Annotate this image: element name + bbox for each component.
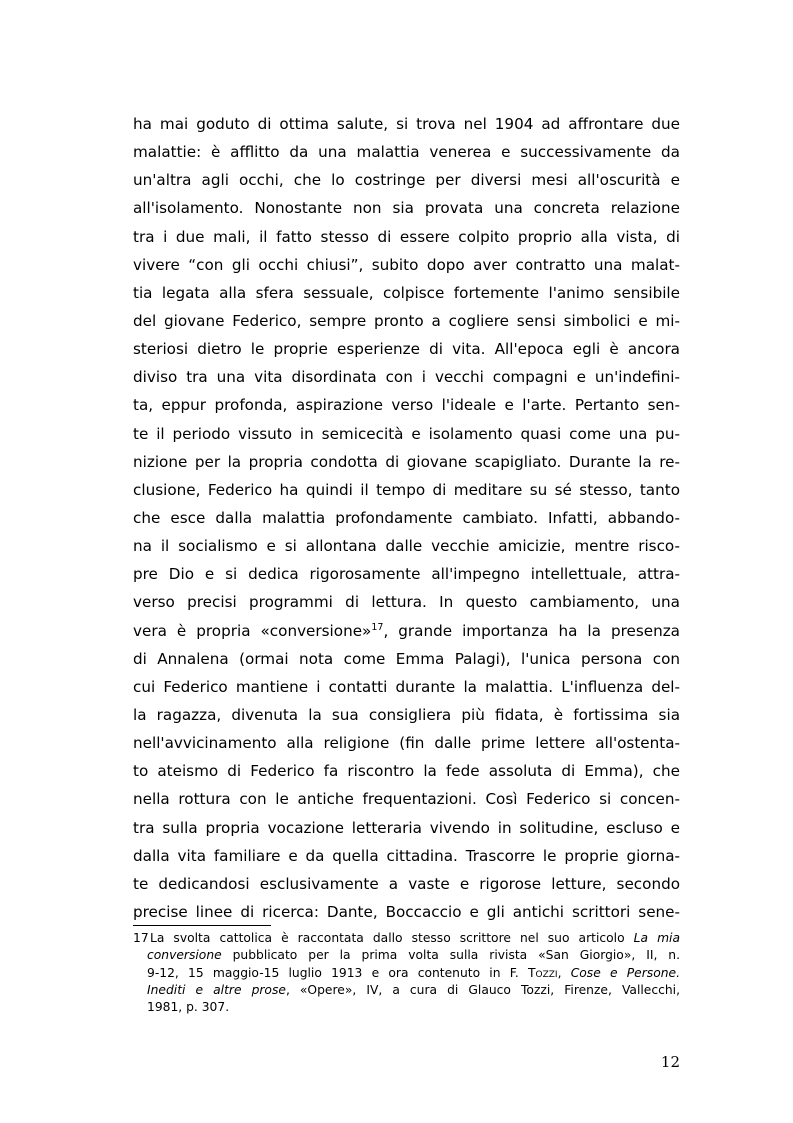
- ref-line-after: , grande importanza ha la presenza: [383, 621, 680, 640]
- text-line: steriosi dietro le proprie esperienze di vita. All'epoca egli è ancora: [133, 340, 680, 359]
- footnote-line: [133, 965, 680, 982]
- footnote-book-italic: Inediti e altre prose: [147, 982, 286, 997]
- footnote-text: La svolta cattolica è raccontata dallo stesso scrittore nel suo articolo: [150, 931, 634, 945]
- ref-line-before: vera è propria «conversione»: [133, 621, 372, 640]
- footnote-author: Tozzi: [527, 965, 558, 980]
- text-line: te dedicandosi esclusivamente a vaste e rigorose letture, secondo: [133, 874, 680, 893]
- text-line: clusione, Federico ha quindi il tempo di meditare su sé stesso, tanto: [133, 480, 680, 499]
- text-line: ha mai goduto di ottima salute, si trova nel 1904 ad affrontare due: [133, 115, 680, 133]
- text-line: verso precisi programmi di lettura. In questo cambiamento, una: [133, 593, 680, 612]
- text-line: ta, eppur profonda, aspirazione verso l'ideale e l'arte. Pertanto sen-: [133, 396, 680, 415]
- footnote-number: 17: [133, 931, 149, 945]
- text-line: nella rottura con le antiche frequentazioni. Così Federico si concen-: [133, 790, 680, 809]
- text-line: diviso tra una vita disordinata con i vecchi compagni e un'indefini-: [133, 368, 680, 387]
- footnote-reference[interactable]: 17: [371, 621, 384, 633]
- text-line: vivere “con gli occhi chiusi”, subito dopo aver contratto una malat-: [133, 255, 680, 274]
- footnote-text: ,: [557, 965, 571, 980]
- footnote-text: , «Opere», IV, a cura di Glauco Tozzi, Firenze, Vallecchi,: [285, 982, 680, 997]
- footnote-separator: [133, 925, 271, 926]
- footnote-line: [133, 982, 680, 999]
- text-line: to ateismo di Federico fa riscontro la fede assoluta di Emma), che: [133, 762, 680, 781]
- text-line: nell'avvicinamento alla religione (fin dalle prime lettere all'ostenta-: [133, 734, 680, 753]
- text-line: cui Federico mantiene i contatti durante la malattia. L'influenza del-: [133, 677, 680, 696]
- text-line: un'altra agli occhi, che lo costringe per diversi mesi all'oscurità e: [133, 171, 680, 190]
- text-line: la ragazza, divenuta la sua consigliera più fidata, è fortissima sia: [133, 705, 680, 724]
- text-line: tra i due mali, il fatto stesso di essere colpito proprio alla vista, di: [133, 227, 680, 246]
- main-text: [133, 110, 680, 926]
- text-line: precise linee di ricerca: Dante, Boccaccio e gli antichi scrittori sene-: [133, 902, 680, 921]
- footnote-text: 9-12, 15 maggio-15 luglio 1913 e ora contenuto in F.: [147, 965, 528, 980]
- footnote-line: 1981, p. 307.: [147, 1000, 230, 1015]
- text-line: nizione per la propria condotta di giovane scapigliato. Durante la re-: [133, 452, 680, 471]
- text-line: na il socialismo e si allontana dalle vecchie amicizie, mentre risco-: [133, 537, 680, 556]
- text-line: malattie: è afflitto da una malattia venerea e successivamente da: [133, 143, 680, 162]
- text-line: tra sulla propria vocazione letteraria vivendo in solitudine, escluso e: [133, 818, 680, 837]
- text-line: che esce dalla malattia profondamente cambiato. Infatti, abbando-: [133, 508, 680, 527]
- text-line: tia legata alla sfera sessuale, colpisce fortemente l'animo sensibile: [133, 283, 680, 302]
- footnote: [133, 930, 680, 1016]
- footnote-title-italic: La mia: [633, 931, 680, 945]
- text-line: del giovane Federico, sempre pronto a cogliere sensi simbolici e mi-: [133, 311, 680, 330]
- footnote-line: [133, 947, 680, 964]
- text-line: te il periodo vissuto in semicecità e isolamento quasi come una pu-: [133, 424, 680, 443]
- footnote-title-italic: conversione: [147, 948, 222, 963]
- text-line-with-footnote-ref: [133, 617, 680, 645]
- text-line: dalla vita familiare e da quella cittadina. Trascorre le proprie giorna-: [133, 846, 680, 865]
- footnote-line: [133, 930, 680, 947]
- page-number: 12: [660, 1053, 680, 1071]
- footnote-book-italic: Cose e Persone.: [570, 965, 680, 980]
- text-line: di Annalena (ormai nota come Emma Palagi), l'unica persona con: [133, 649, 680, 668]
- text-line: pre Dio e si dedica rigorosamente all'impegno intellettuale, attra-: [133, 565, 680, 584]
- footnote-text: pubblicato per la prima volta sulla rivista «San Giorgio», II, n.: [221, 948, 680, 963]
- text-line: all'isolamento. Nonostante non sia provata una concreta relazione: [133, 199, 680, 218]
